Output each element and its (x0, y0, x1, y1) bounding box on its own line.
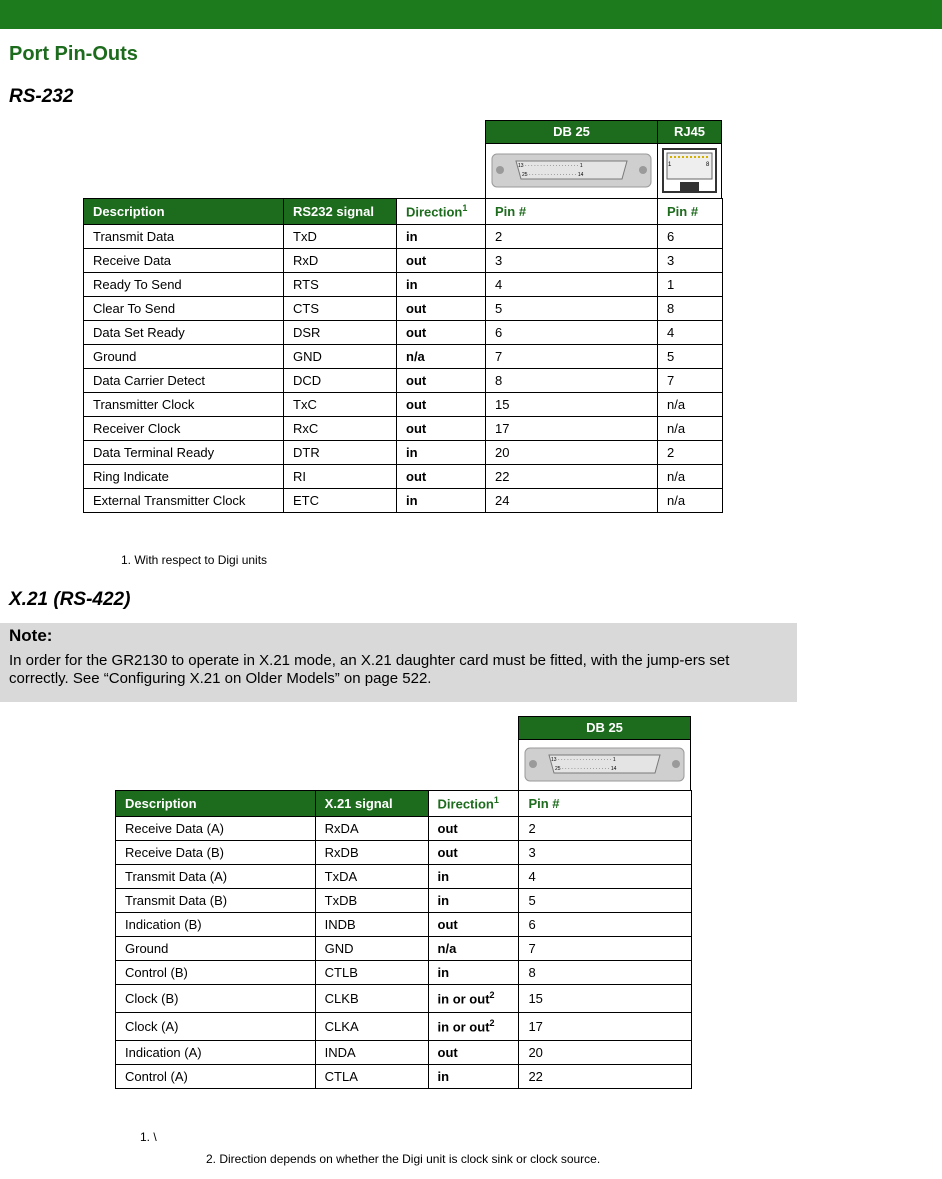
table-row (116, 913, 692, 937)
cell-description: Clock (A) (116, 1013, 316, 1041)
cell-description: Transmit Data (A) (116, 865, 316, 889)
cell-description: Control (A) (116, 1065, 316, 1089)
cell-db25-pin: 5 (519, 889, 692, 913)
col-db25-pin: Pin # (486, 199, 658, 225)
note-text: In order for the GR2130 to operate in X.21 mode, an X.21 daughter card must be fitted, with the jump-ers set correctly. See “Configuring X.21 on Older Models” on page 522. (9, 652, 730, 687)
x21-footnote-1: 1. \ (140, 1130, 157, 1144)
cell-db25-pin: 3 (486, 249, 658, 273)
cell-rj45-pin: 5 (658, 345, 723, 369)
col-signal: RS232 signal (284, 199, 397, 225)
table-row (84, 249, 723, 273)
cell-signal: RxC (284, 417, 397, 441)
col-description: Description (84, 199, 284, 225)
cell-description: Receive Data (A) (116, 817, 316, 841)
cell-db25-pin: 15 (519, 985, 692, 1013)
table-header-row (116, 791, 692, 817)
x21-table (115, 790, 692, 1089)
page-title: Port Pin-Outs (9, 43, 138, 65)
table-row (116, 961, 692, 985)
cell-direction: out (428, 1041, 519, 1065)
db25-connector-icon (519, 740, 690, 790)
cell-signal: RxD (284, 249, 397, 273)
x21-db25-connector-image (518, 739, 691, 791)
db25-connector-image (485, 143, 658, 199)
cell-direction: out (397, 369, 486, 393)
cell-db25-pin: 7 (519, 937, 692, 961)
rj45-connector-image (657, 143, 722, 199)
cell-db25-pin: 8 (519, 961, 692, 985)
cell-signal: ETC (284, 489, 397, 513)
cell-signal: INDA (315, 1041, 428, 1065)
cell-description: Transmitter Clock (84, 393, 284, 417)
cell-rj45-pin: 3 (658, 249, 723, 273)
rs232-footnote: 1. With respect to Digi units (121, 553, 268, 567)
x21-db25-header: DB 25 (518, 716, 691, 740)
cell-direction: out (397, 249, 486, 273)
cell-direction: in (428, 865, 519, 889)
cell-rj45-pin: 1 (658, 273, 723, 297)
cell-db25-pin: 22 (519, 1065, 692, 1089)
cell-db25-pin: 3 (519, 841, 692, 865)
cell-direction: in or out$^2$ (428, 985, 519, 1013)
cell-direction: in or out$^2$ (428, 1013, 519, 1041)
table-row (84, 465, 723, 489)
table-row (116, 985, 692, 1013)
cell-description: Clear To Send (84, 297, 284, 321)
table-row (84, 417, 723, 441)
cell-direction: in (397, 489, 486, 513)
table-row (116, 889, 692, 913)
cell-direction: out (397, 321, 486, 345)
table-row (84, 321, 723, 345)
cell-direction: in (397, 441, 486, 465)
cell-db25-pin: 20 (486, 441, 658, 465)
cell-rj45-pin: 2 (658, 441, 723, 465)
cell-description: Indication (A) (116, 1041, 316, 1065)
db25-connector-icon (486, 144, 657, 198)
cell-signal: RxDB (315, 841, 428, 865)
cell-direction: out (428, 817, 519, 841)
col-db25-pin: Pin # (519, 791, 692, 817)
note-title: Note: (9, 626, 53, 645)
cell-direction: out (428, 913, 519, 937)
table-row (116, 937, 692, 961)
table-row (84, 393, 723, 417)
cell-rj45-pin: n/a (658, 417, 723, 441)
rj45-header: RJ45 (657, 120, 722, 144)
cell-direction: in (428, 889, 519, 913)
cell-direction: in (397, 273, 486, 297)
table-row (84, 489, 723, 513)
table-row (84, 297, 723, 321)
rs232-table (83, 198, 723, 513)
svg-text:25 · · · · · · · · · · · · · ·: 25 · · · · · · · · · · · · · · · · 14 (522, 172, 584, 178)
cell-db25-pin: 17 (519, 1013, 692, 1041)
cell-signal: CLKB (315, 985, 428, 1013)
db25-header: DB 25 (485, 120, 658, 144)
cell-signal: RxDA (315, 817, 428, 841)
cell-signal: TxD (284, 225, 397, 249)
cell-description: Data Carrier Detect (84, 369, 284, 393)
rj45-connector-icon (658, 144, 721, 198)
cell-rj45-pin: 4 (658, 321, 723, 345)
cell-rj45-pin: n/a (658, 489, 723, 513)
cell-db25-pin: 17 (486, 417, 658, 441)
cell-description: Receive Data (B) (116, 841, 316, 865)
cell-description: Receive Data (84, 249, 284, 273)
cell-db25-pin: 20 (519, 1041, 692, 1065)
cell-signal: CTS (284, 297, 397, 321)
table-row (84, 441, 723, 465)
cell-db25-pin: 6 (486, 321, 658, 345)
table-row (116, 841, 692, 865)
cell-description: Ground (84, 345, 284, 369)
col-direction: Direction$^1$ (397, 199, 486, 225)
col-direction: Direction$^1$ (428, 791, 519, 817)
cell-description: Indication (B) (116, 913, 316, 937)
cell-db25-pin: 24 (486, 489, 658, 513)
cell-signal: GND (315, 937, 428, 961)
cell-db25-pin: 7 (486, 345, 658, 369)
cell-description: Ready To Send (84, 273, 284, 297)
cell-db25-pin: 5 (486, 297, 658, 321)
cell-description: Control (B) (116, 961, 316, 985)
cell-db25-pin: 2 (486, 225, 658, 249)
cell-signal: DTR (284, 441, 397, 465)
cell-signal: RI (284, 465, 397, 489)
cell-direction: out (397, 393, 486, 417)
cell-db25-pin: 4 (486, 273, 658, 297)
table-row (84, 369, 723, 393)
cell-rj45-pin: 8 (658, 297, 723, 321)
x21-heading: X.21 (RS-422) (9, 589, 131, 610)
cell-signal: TxDA (315, 865, 428, 889)
table-row (116, 817, 692, 841)
table-row (84, 273, 723, 297)
cell-signal: INDB (315, 913, 428, 937)
cell-description: Ring Indicate (84, 465, 284, 489)
cell-db25-pin: 6 (519, 913, 692, 937)
cell-rj45-pin: n/a (658, 465, 723, 489)
cell-description: Clock (B) (116, 985, 316, 1013)
cell-signal: DCD (284, 369, 397, 393)
cell-direction: out (397, 417, 486, 441)
cell-description: Ground (116, 937, 316, 961)
table-row (116, 1013, 692, 1041)
cell-rj45-pin: n/a (658, 393, 723, 417)
cell-direction: in (428, 1065, 519, 1089)
cell-description: Receiver Clock (84, 417, 284, 441)
col-description: Description (116, 791, 316, 817)
table-header-row (84, 199, 723, 225)
svg-text:8: 8 (706, 162, 710, 168)
cell-signal: RTS (284, 273, 397, 297)
cell-rj45-pin: 7 (658, 369, 723, 393)
cell-direction: n/a (428, 937, 519, 961)
svg-text:25 · · · · · · · · · · · · · ·: 25 · · · · · · · · · · · · · · · · 14 (555, 766, 617, 772)
cell-description: Data Terminal Ready (84, 441, 284, 465)
table-row (116, 865, 692, 889)
svg-text:1: 1 (668, 162, 672, 168)
cell-db25-pin: 8 (486, 369, 658, 393)
cell-signal: CTLA (315, 1065, 428, 1089)
cell-signal: CTLB (315, 961, 428, 985)
cell-db25-pin: 4 (519, 865, 692, 889)
cell-db25-pin: 15 (486, 393, 658, 417)
top-banner (0, 0, 942, 29)
col-rj45-pin: Pin # (658, 199, 723, 225)
table-row (116, 1041, 692, 1065)
svg-text:13 · · · · · · · · · · · · · ·: 13 · · · · · · · · · · · · · · · · · · 1 (551, 757, 616, 763)
cell-signal: GND (284, 345, 397, 369)
cell-direction: in (428, 961, 519, 985)
table-row (116, 1065, 692, 1089)
note-box (0, 623, 797, 702)
cell-description: External Transmitter Clock (84, 489, 284, 513)
cell-signal: TxDB (315, 889, 428, 913)
table-row (84, 225, 723, 249)
table-row (84, 345, 723, 369)
col-signal: X.21 signal (315, 791, 428, 817)
cell-signal: TxC (284, 393, 397, 417)
svg-text:13 · · · · · · · · · · · · · ·: 13 · · · · · · · · · · · · · · · · · · 1 (518, 163, 583, 169)
cell-description: Transmit Data (84, 225, 284, 249)
cell-signal: DSR (284, 321, 397, 345)
cell-signal: CLKA (315, 1013, 428, 1041)
cell-direction: out (397, 297, 486, 321)
rs232-heading: RS-232 (9, 86, 74, 107)
cell-direction: in (397, 225, 486, 249)
cell-db25-pin: 2 (519, 817, 692, 841)
cell-direction: n/a (397, 345, 486, 369)
cell-direction: out (428, 841, 519, 865)
cell-direction: out (397, 465, 486, 489)
cell-rj45-pin: 6 (658, 225, 723, 249)
cell-description: Data Set Ready (84, 321, 284, 345)
cell-db25-pin: 22 (486, 465, 658, 489)
cell-description: Transmit Data (B) (116, 889, 316, 913)
x21-footnote-2: 2. Direction depends on whether the Digi unit is clock sink or clock source. (206, 1152, 601, 1166)
